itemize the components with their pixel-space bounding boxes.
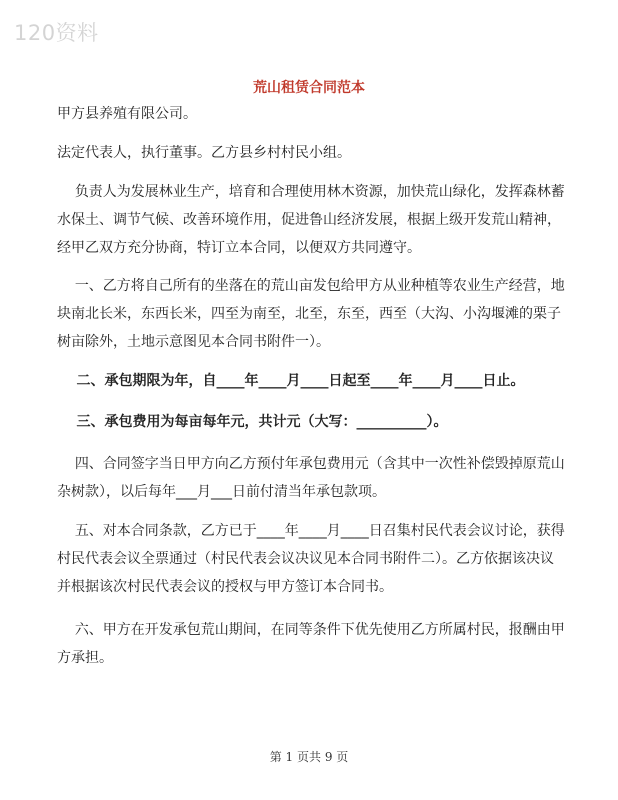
watermark: 120资料	[14, 21, 99, 45]
paragraph-party-a: 甲方县养殖有限公司。	[57, 106, 197, 122]
clause-2: 二、承包期限为年，自____年____月____日起至____年____月____日止。	[57, 373, 525, 389]
paragraph-preamble: 负责人为发展林业生产，培育和合理使用林木资源，加快荒山绿化，发挥森林蓄水保土、调节气候、改善环境作用，促进鲁山经济发展，根据上级开发荒山精神，经甲乙双方充分协商，特订立本合同，以便双方共同遵守。	[57, 184, 565, 256]
document-title: 荒山租赁合同范本	[253, 80, 365, 96]
page-indicator: 第 1 页共 9 页	[269, 750, 349, 764]
clause-1: 一、乙方将自己所有的坐落在的荒山亩发包给甲方从业种植等农业生产经营，地块南北长米，东西长米，四至为南至，北至，东至，西至（大沟、小沟堰滩的栗子树亩除外，土地示意图见本合同书附件一）。	[57, 278, 565, 350]
clause-6: 六、甲方在开发承包荒山期间，在同等条件下优先使用乙方所属村民，报酬由甲方承担。	[57, 622, 565, 666]
paragraph-legal-rep: 法定代表人，执行董事。乙方县乡村村民小组。	[57, 145, 351, 161]
clause-4: 四、合同签字当日甲方向乙方预付年承包费用元（含其中一次性补偿毁掉原荒山杂树款），以后每年___月___日前付清当年承包款项。	[57, 456, 565, 500]
clause-3: 三、承包费用为每亩每年元，共计元（大写：__________）。	[57, 414, 448, 430]
clause-5: 五、对本合同条款，乙方已于____年____月____日召集村民代表会议讨论，获得村民代表会议全票通过（村民代表会议决议见本合同书附件二）。乙方依据该决议并根据该次村民代表会议的授权与甲方签订本合同书。	[57, 523, 565, 595]
